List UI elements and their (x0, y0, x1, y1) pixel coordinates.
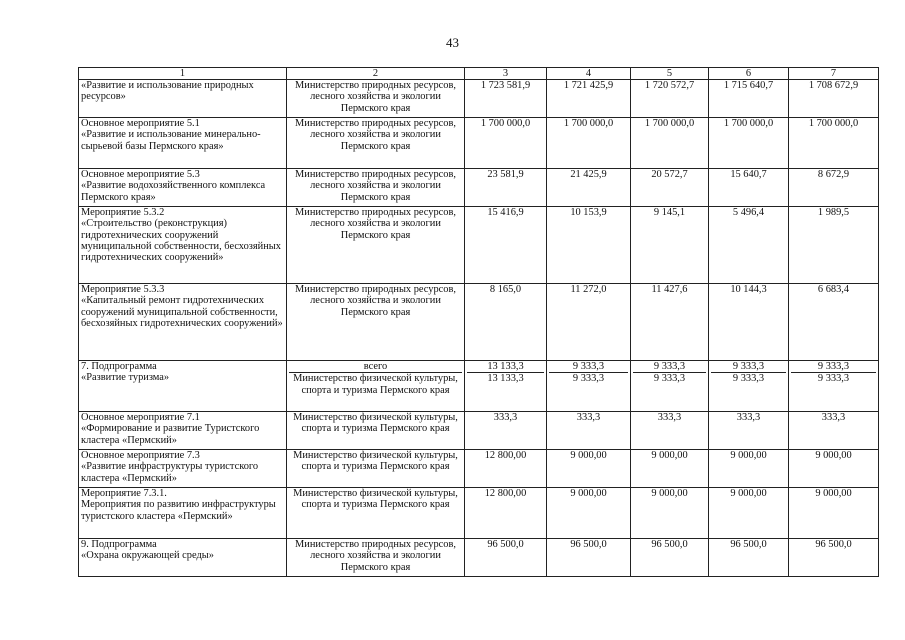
value-cell: 96 500,0 (631, 539, 709, 577)
executor-cell: Министерство природных ресурсов, лесного хозяйства и экологии Пермского края (287, 207, 465, 284)
column-number: 7 (789, 68, 879, 80)
executor-value: 9 333,3 (817, 373, 850, 385)
value-cell: 21 425,9 (547, 169, 631, 207)
value-cell: 333,3 (789, 412, 879, 450)
value-cell (789, 361, 879, 412)
executor-cell: Министерство физической культуры, спорта и туризма Пермского края (287, 412, 465, 450)
program-name-cell: 7. Подпрограмма «Развитие туризма» (79, 361, 287, 412)
value-cell: 5 496,4 (709, 207, 789, 284)
table-row (79, 361, 879, 412)
program-name-cell: Основное мероприятие 5.1 «Развитие и использование минерально-сырьевой базы Пермского края» (79, 118, 287, 169)
value-cell: 1 715 640,7 (709, 80, 789, 118)
column-number: 5 (631, 68, 709, 80)
total-value: 9 333,3 (633, 361, 706, 373)
value-cell: 96 500,0 (709, 539, 789, 577)
value-cell (631, 361, 709, 412)
value-cell: 96 500,0 (789, 539, 879, 577)
value-cell: 8 672,9 (789, 169, 879, 207)
value-cell: 9 000,00 (789, 450, 879, 488)
budget-table (78, 67, 879, 577)
value-cell: 9 000,00 (789, 488, 879, 539)
value-cell: 1 721 425,9 (547, 80, 631, 118)
value-cell: 6 683,4 (789, 284, 879, 361)
value-cell: 96 500,0 (547, 539, 631, 577)
value-cell: 1 720 572,7 (631, 80, 709, 118)
table-row (79, 207, 879, 284)
value-cell: 9 000,00 (547, 450, 631, 488)
page-number: 43 (446, 35, 459, 50)
total-value: 9 333,3 (711, 361, 786, 373)
program-name-cell: Основное мероприятие 7.3 «Развитие инфраструктуры туристского кластера «Пермский» (79, 450, 287, 488)
table-row (79, 488, 879, 539)
value-cell: 10 153,9 (547, 207, 631, 284)
executor-total-label: всего (363, 361, 388, 373)
value-cell: 9 000,00 (547, 488, 631, 539)
program-name-cell: Мероприятие 5.3.3 «Капитальный ремонт гидротехнических сооружений муниципальной собственности, бесхозяйных гидротехнических сооружений» (79, 284, 287, 361)
table-row (79, 80, 879, 118)
column-number: 6 (709, 68, 789, 80)
value-cell: 333,3 (631, 412, 709, 450)
executor-name: Министерство физической культуры, спорта и туризма Пермского края (289, 372, 462, 395)
column-number: 3 (465, 68, 547, 80)
program-name-cell: 9. Подпрограмма «Охрана окружающей среды» (79, 539, 287, 577)
value-cell: 333,3 (547, 412, 631, 450)
value-cell: 11 272,0 (547, 284, 631, 361)
program-name-cell: «Развитие и использование природных ресурсов» (79, 80, 287, 118)
value-cell: 20 572,7 (631, 169, 709, 207)
executor-value: 9 333,3 (572, 373, 605, 385)
executor-cell: Министерство природных ресурсов, лесного хозяйства и экологии Пермского края (287, 80, 465, 118)
column-number: 4 (547, 68, 631, 80)
value-cell: 8 165,0 (465, 284, 547, 361)
total-value: 13 133,3 (467, 361, 544, 373)
table-row (79, 118, 879, 169)
value-cell: 1 700 000,0 (789, 118, 879, 169)
value-cell: 11 427,6 (631, 284, 709, 361)
value-cell: 15 640,7 (709, 169, 789, 207)
value-cell: 9 000,00 (631, 488, 709, 539)
table-row (79, 450, 879, 488)
column-number: 2 (287, 68, 465, 80)
executor-cell: Министерство природных ресурсов, лесного хозяйства и экологии Пермского края (287, 284, 465, 361)
value-cell: 1 700 000,0 (631, 118, 709, 169)
program-name-cell: Мероприятие 5.3.2 «Строительство (реконструкция) гидротехнических сооружений муниципальной собственности, бесхозяйных гидротехнических сооружений» (79, 207, 287, 284)
table-row (79, 284, 879, 361)
value-cell: 12 800,00 (465, 488, 547, 539)
value-cell: 9 000,00 (709, 450, 789, 488)
value-cell: 1 989,5 (789, 207, 879, 284)
executor-value: 9 333,3 (653, 373, 686, 385)
value-cell: 1 708 672,9 (789, 80, 879, 118)
total-value: 9 333,3 (549, 361, 628, 373)
value-cell (709, 361, 789, 412)
program-name-cell: Основное мероприятие 7.1 «Формирование и развитие Туристского кластера «Пермский» (79, 412, 287, 450)
value-cell (465, 361, 547, 412)
value-cell (547, 361, 631, 412)
value-cell: 10 144,3 (709, 284, 789, 361)
executor-cell: Министерство природных ресурсов, лесного хозяйства и экологии Пермского края (287, 118, 465, 169)
value-cell: 1 723 581,9 (465, 80, 547, 118)
executor-cell: Министерство физической культуры, спорта и туризма Пермского края (287, 450, 465, 488)
value-cell: 9 000,00 (709, 488, 789, 539)
value-cell: 1 700 000,0 (465, 118, 547, 169)
value-cell: 333,3 (465, 412, 547, 450)
table-row (79, 412, 879, 450)
column-number: 1 (79, 68, 287, 80)
value-cell: 96 500,0 (465, 539, 547, 577)
total-value: 9 333,3 (791, 361, 876, 373)
program-name-cell: Мероприятие 7.3.1. Мероприятия по развитию инфраструктуры туристского кластера «Пермский» (79, 488, 287, 539)
executor-cell (287, 361, 465, 412)
executor-value: 13 133,3 (487, 373, 524, 385)
executor-value: 9 333,3 (732, 373, 765, 385)
value-cell: 23 581,9 (465, 169, 547, 207)
table-row (79, 169, 879, 207)
value-cell: 333,3 (709, 412, 789, 450)
table-row (79, 539, 879, 577)
executor-cell: Министерство природных ресурсов, лесного хозяйства и экологии Пермского края (287, 169, 465, 207)
program-name-cell: Основное мероприятие 5.3 «Развитие водохозяйственного комплекса Пермского края» (79, 169, 287, 207)
value-cell: 12 800,00 (465, 450, 547, 488)
value-cell: 1 700 000,0 (709, 118, 789, 169)
value-cell: 9 000,00 (631, 450, 709, 488)
value-cell: 15 416,9 (465, 207, 547, 284)
executor-cell: Министерство природных ресурсов, лесного хозяйства и экологии Пермского края (287, 539, 465, 577)
executor-cell: Министерство физической культуры, спорта и туризма Пермского края (287, 488, 465, 539)
table-header-row (79, 68, 879, 80)
value-cell: 1 700 000,0 (547, 118, 631, 169)
value-cell: 9 145,1 (631, 207, 709, 284)
